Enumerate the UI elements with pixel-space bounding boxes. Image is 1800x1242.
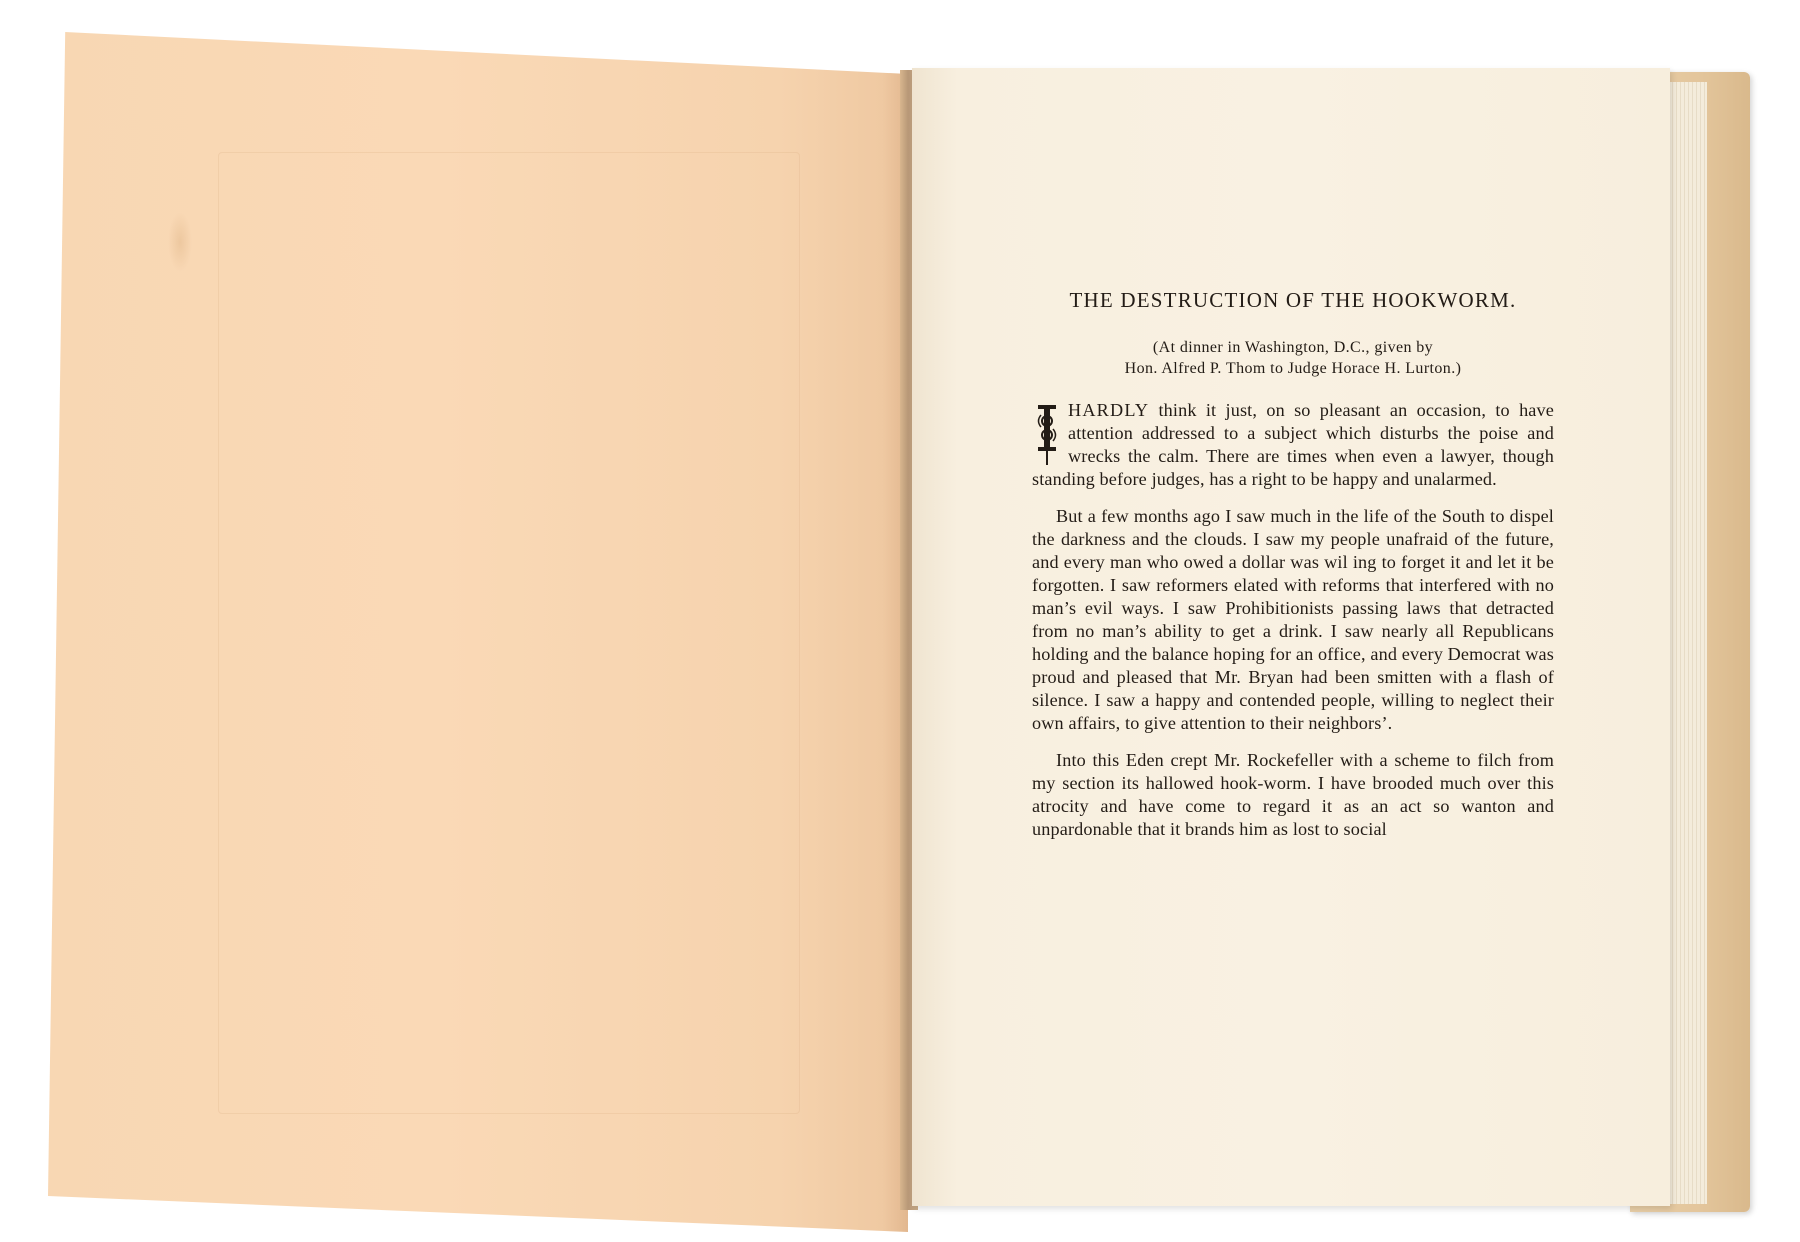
right-page [912,68,1670,1206]
occasion-line-1: (At dinner in Washington, D.C., given by [1152,339,1434,356]
occasion-subtitle [1032,337,1554,379]
paragraph-1-text: think it just, on so pleasant an occasion, to have attention addressed to a subject which disturbs the poise and wrecks the calm. There are times when even a lawyer, though standing before judges, has a right to be happy and unalarmed. [1032,400,1554,489]
paragraph-2: But a few months ago I saw much in the life of the South to dispel the darkness and the clouds. I saw my people unafraid of the future, and every man who owed a dollar was wil ing to forget it and let it be forgotten. I saw reformers elated with reforms that interfered with no man’s evil ways. I saw Prohibitionists passing laws that detracted from no man’s ability to get a drink. I saw nearly all Republicans holding and the balance hoping for an office, and every Democrat was proud and pleased that Mr. Bryan had been smitten with a flash of silence. I saw a happy and contended people, willing to neglect their own affairs, to give attention to their neighbors’. [1032,506,1554,733]
ornamental-drop-cap-icon [1032,403,1062,467]
page-title: THE DESTRUCTION OF THE HOOKWORM. [1069,288,1517,312]
first-word: HARDLY [1068,400,1150,420]
left-page-plate-mark [218,152,800,1114]
paragraph-1 [1032,399,1554,491]
occasion-line-2: Hon. Alfred P. Thom to Judge Horace H. Lurton.) [1124,360,1462,377]
paragraph-3: Into this Eden crept Mr. Rockefeller with a scheme to filch from my section its hallowed hook-worm. I have brooded much over this atrocity and have come to regard it as an act so wanton and unpardonable that it brands him as lost to social [1032,750,1554,839]
text-block [1032,288,1554,855]
left-page-blank [48,32,908,1232]
